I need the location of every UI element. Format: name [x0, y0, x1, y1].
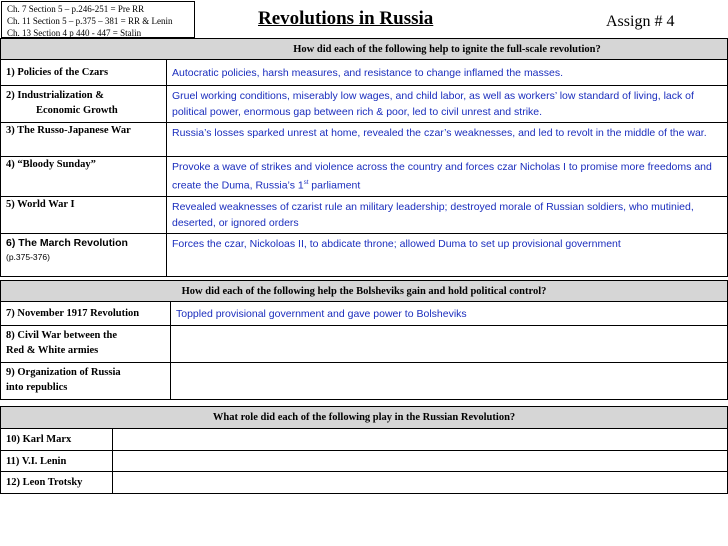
- row-label: 10) Karl Marx: [1, 429, 113, 451]
- answer-cell[interactable]: [113, 429, 728, 451]
- answer-cell[interactable]: Revealed weaknesses of czarist rule an military leadership; destroyed morale of Russian soldiers, who mutinied, deserted, or ignored orders: [167, 196, 728, 233]
- ordinal-suffix: st: [303, 180, 309, 186]
- section-1-header: How did each of the following help to ignite the full-scale revolution?: [1, 39, 728, 60]
- row-label: 3) The Russo-Japanese War: [1, 123, 167, 157]
- row-label: [1, 363, 171, 400]
- row-label-line: into republics: [6, 382, 68, 393]
- answer-cell[interactable]: [171, 363, 728, 400]
- answer-text: Provoke a wave of strikes and violence across the country and forces czar Nicholas I to promise more freedoms and create the Duma, Russia’s 1: [172, 161, 712, 192]
- section-2-table: [0, 280, 728, 400]
- row-label: 5) World War I: [1, 196, 167, 233]
- row-label-line: 2) Industrialization &: [6, 90, 105, 101]
- reference-line: Ch. 11 Section 5 – p.375 – 381 = RR & Lenin: [7, 16, 173, 26]
- answer-cell[interactable]: [113, 472, 728, 494]
- row-label: [1, 86, 167, 123]
- section-3-table: [0, 406, 728, 494]
- answer-cell[interactable]: Gruel working conditions, miserably low wages, and child labor, as well as workers’ low standard of living, lack of political power, enormous gap between rich & poor, led to civil unrest and strike.: [167, 86, 728, 123]
- row-label: 4) “Bloody Sunday”: [1, 157, 167, 197]
- section-1-table: [0, 38, 728, 277]
- row-label: 11) V.I. Lenin: [1, 451, 113, 472]
- answer-cell[interactable]: Russia’s losses sparked unrest at home, revealed the czar’s weaknesses, and led to revolt in the middle of the war.: [167, 123, 728, 157]
- row-label-line: 9) Organization of Russia: [6, 367, 121, 378]
- row-label: [1, 233, 167, 276]
- chapter-references: [1, 1, 195, 38]
- row-label: 1) Policies of the Czars: [1, 60, 167, 86]
- row-label: [1, 326, 171, 363]
- row-label: 7) November 1917 Revolution: [1, 302, 171, 326]
- row-label-line: Red & White armies: [6, 345, 99, 356]
- row-label-line: 6) The March Revolution: [6, 236, 128, 249]
- section-2-header: How did each of the following help the Bolsheviks gain and hold political control?: [1, 281, 728, 302]
- row-label: 12) Leon Trotsky: [1, 472, 113, 494]
- page-range: (p.375-376): [6, 251, 50, 262]
- assignment-number: Assign # 4: [606, 13, 675, 30]
- row-label-line: 8) Civil War between the: [6, 330, 118, 341]
- answer-cell[interactable]: Autocratic policies, harsh measures, and resistance to change inflamed the masses.: [167, 60, 728, 86]
- answer-cell[interactable]: [171, 326, 728, 363]
- answer-text: parliament: [308, 179, 361, 192]
- reference-line: Ch. 13 Section 4 p 440 - 447 = Stalin: [7, 28, 142, 38]
- reference-line: Ch. 7 Section 5 – p.246-251 = Pre RR: [7, 4, 145, 14]
- section-3-header: What role did each of the following play in the Russian Revolution?: [1, 407, 728, 429]
- page-title: Revolutions in Russia: [258, 8, 434, 29]
- answer-cell[interactable]: Toppled provisional government and gave power to Bolsheviks: [171, 302, 728, 326]
- row-label-line: Economic Growth: [36, 105, 118, 116]
- answer-cell[interactable]: [113, 451, 728, 472]
- answer-cell[interactable]: [167, 157, 728, 197]
- answer-cell[interactable]: Forces the czar, Nickoloas II, to abdicate throne; allowed Duma to set up provisional government: [167, 233, 728, 276]
